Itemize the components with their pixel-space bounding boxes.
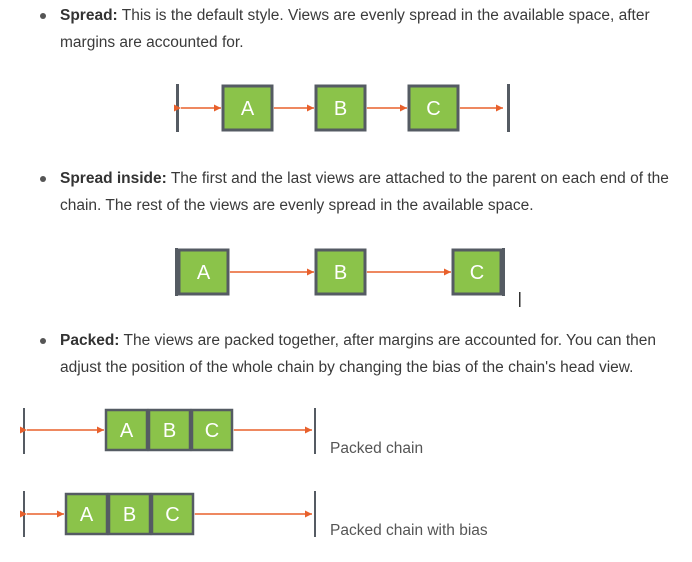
diagram-packed bbox=[23, 408, 316, 454]
view-label: C bbox=[165, 504, 180, 526]
view-label: B bbox=[333, 98, 348, 120]
view-label: B bbox=[162, 420, 177, 442]
wall-right bbox=[314, 491, 316, 537]
view-box-a bbox=[179, 250, 228, 294]
view-label: C bbox=[204, 420, 220, 442]
view-label: B bbox=[333, 262, 348, 284]
view-label: B bbox=[122, 504, 137, 526]
caption-packed-chain-bias: Packed chain with bias bbox=[330, 522, 488, 539]
wall-left bbox=[23, 491, 25, 537]
view-box-a bbox=[106, 410, 147, 450]
wall-right bbox=[314, 408, 316, 454]
view-box-a bbox=[223, 86, 272, 130]
view-label: A bbox=[196, 262, 211, 284]
view-label: A bbox=[79, 504, 94, 526]
wall-left bbox=[176, 84, 179, 132]
view-box-b bbox=[149, 410, 190, 450]
view-label: A bbox=[119, 420, 134, 442]
bullet-term: Spread inside: bbox=[60, 170, 167, 187]
view-box-b bbox=[316, 250, 365, 294]
view-label: A bbox=[240, 98, 255, 120]
wall-right bbox=[507, 84, 510, 132]
view-box-c bbox=[409, 86, 458, 130]
wall-left bbox=[23, 408, 25, 454]
bullet-text: The first and the last views are attached to the parent on each end of the chain. The rest of the views are evenly spread in the available space. bbox=[60, 170, 669, 214]
bullet-term: Spread: bbox=[60, 7, 118, 24]
diagram-spread-inside bbox=[175, 248, 521, 307]
caption-packed-chain: Packed chain bbox=[330, 440, 424, 457]
bullet-term: Packed: bbox=[60, 332, 120, 349]
view-box-a bbox=[66, 494, 107, 534]
view-label: C bbox=[426, 98, 441, 120]
view-box-c bbox=[192, 410, 232, 450]
view-box-c bbox=[152, 494, 193, 534]
diagram-packed-bias bbox=[23, 491, 316, 537]
cursor-mark bbox=[519, 292, 521, 307]
bullet-text: The views are packed together, after margins are accounted for. You can then adjust the position of the whole chain by changing the bias of the chain's head view. bbox=[60, 332, 656, 376]
view-label: C bbox=[469, 262, 485, 284]
view-box-b bbox=[109, 494, 150, 534]
diagram-spread bbox=[176, 84, 510, 132]
bullet-text: This is the default style. Views are evenly spread in the available space, after margins are accounted for. bbox=[60, 7, 650, 51]
view-box-b bbox=[316, 86, 365, 130]
view-box-c bbox=[453, 250, 501, 294]
